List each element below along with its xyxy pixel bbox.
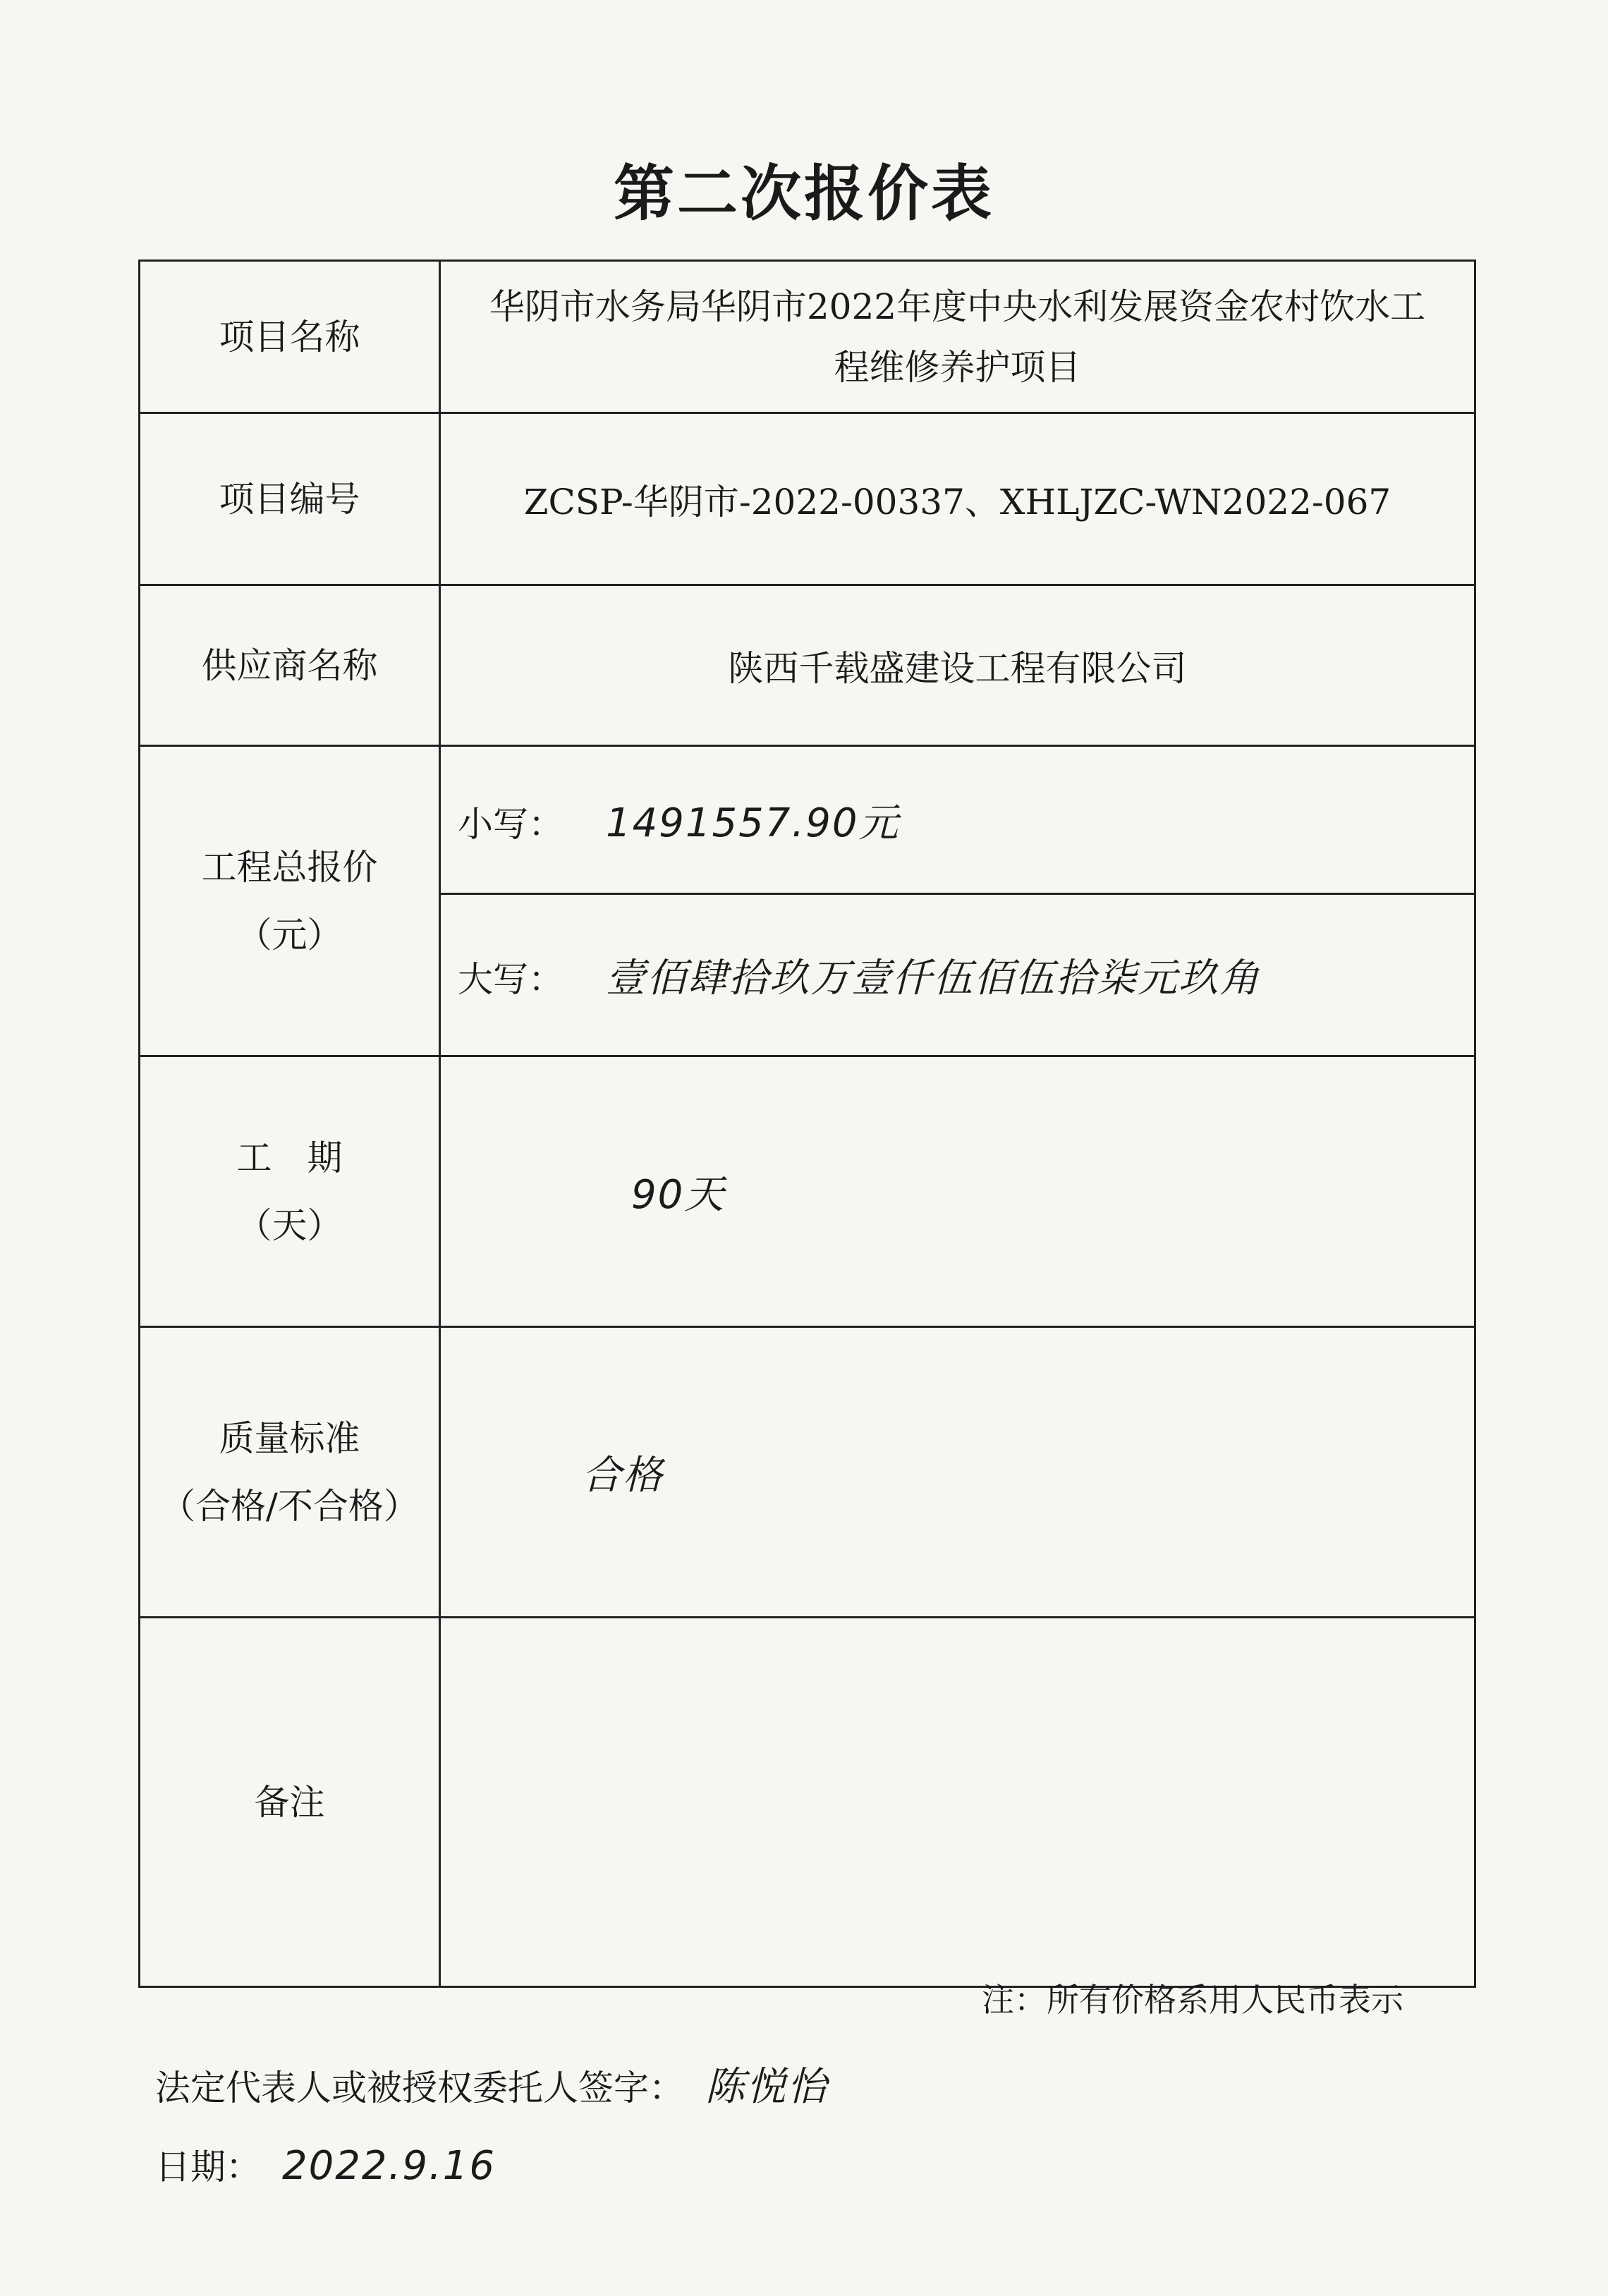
- price-small-prefix: 小写：: [458, 803, 564, 845]
- row-quality: [140, 1327, 1475, 1618]
- duration-label: [140, 1056, 440, 1327]
- duration-value-cell: [440, 1056, 1475, 1327]
- date-label: 日期：: [155, 2147, 261, 2187]
- price-large-cell: [440, 894, 1475, 1056]
- project-name-line2: 程维修养护项目: [834, 346, 1081, 388]
- duration-label-line1: 工 期: [236, 1137, 343, 1178]
- total-price-label: [140, 746, 440, 1056]
- supplier-value: 陕西千载盛建设工程有限公司: [440, 585, 1475, 746]
- price-large-value: 壹佰肆拾玖万壹仟伍佰伍拾柒元玖角: [606, 955, 1260, 1001]
- price-small-value: 1491557.90元: [606, 800, 900, 846]
- project-name-value: [440, 261, 1475, 413]
- duration-value: 90天: [631, 1171, 726, 1218]
- date-value: 2022.9.16: [282, 2143, 497, 2189]
- row-supplier: [140, 585, 1475, 746]
- row-project-number: [140, 413, 1475, 585]
- quality-label-line1: 质量标准: [219, 1417, 360, 1459]
- remarks-value: [440, 1618, 1475, 1987]
- signature-name: 陈悦怡: [705, 2064, 828, 2110]
- project-name-line1: 华阴市水务局华阴市2022年度中央水利发展资金农村饮水工: [489, 286, 1426, 327]
- page-title: 第二次报价表: [614, 158, 994, 229]
- quality-value: 合格: [582, 1452, 664, 1498]
- currency-note: 注：所有价格系用人民币表示: [982, 1981, 1403, 2019]
- price-large-prefix: 大写：: [458, 958, 564, 1000]
- row-project-name: [140, 261, 1475, 413]
- row-price-small: [140, 746, 1475, 894]
- quality-label: [140, 1327, 440, 1618]
- signature-line: [155, 2056, 828, 2112]
- quality-label-line2: （合格/不合格）: [160, 1485, 419, 1527]
- row-remarks: [140, 1618, 1475, 1987]
- project-number-label: 项目编号: [140, 413, 440, 585]
- supplier-label: 供应商名称: [140, 585, 440, 746]
- price-small-cell: [440, 746, 1475, 894]
- row-duration: [140, 1056, 1475, 1327]
- date-line: [155, 2139, 496, 2190]
- total-price-label-line1: 工程总报价: [201, 846, 378, 888]
- quote-table: [138, 259, 1476, 1988]
- duration-label-line2: （天）: [236, 1204, 343, 1246]
- project-number-value: ZCSP-华阴市-2022-00337、XHLJZC-WN2022-067: [440, 413, 1475, 585]
- project-name-label: 项目名称: [140, 261, 440, 413]
- total-price-label-line2: （元）: [236, 914, 343, 955]
- signature-label: 法定代表人或被授权委托人签字：: [155, 2068, 684, 2108]
- remarks-label: 备注: [140, 1618, 440, 1987]
- quality-value-cell: [440, 1327, 1475, 1618]
